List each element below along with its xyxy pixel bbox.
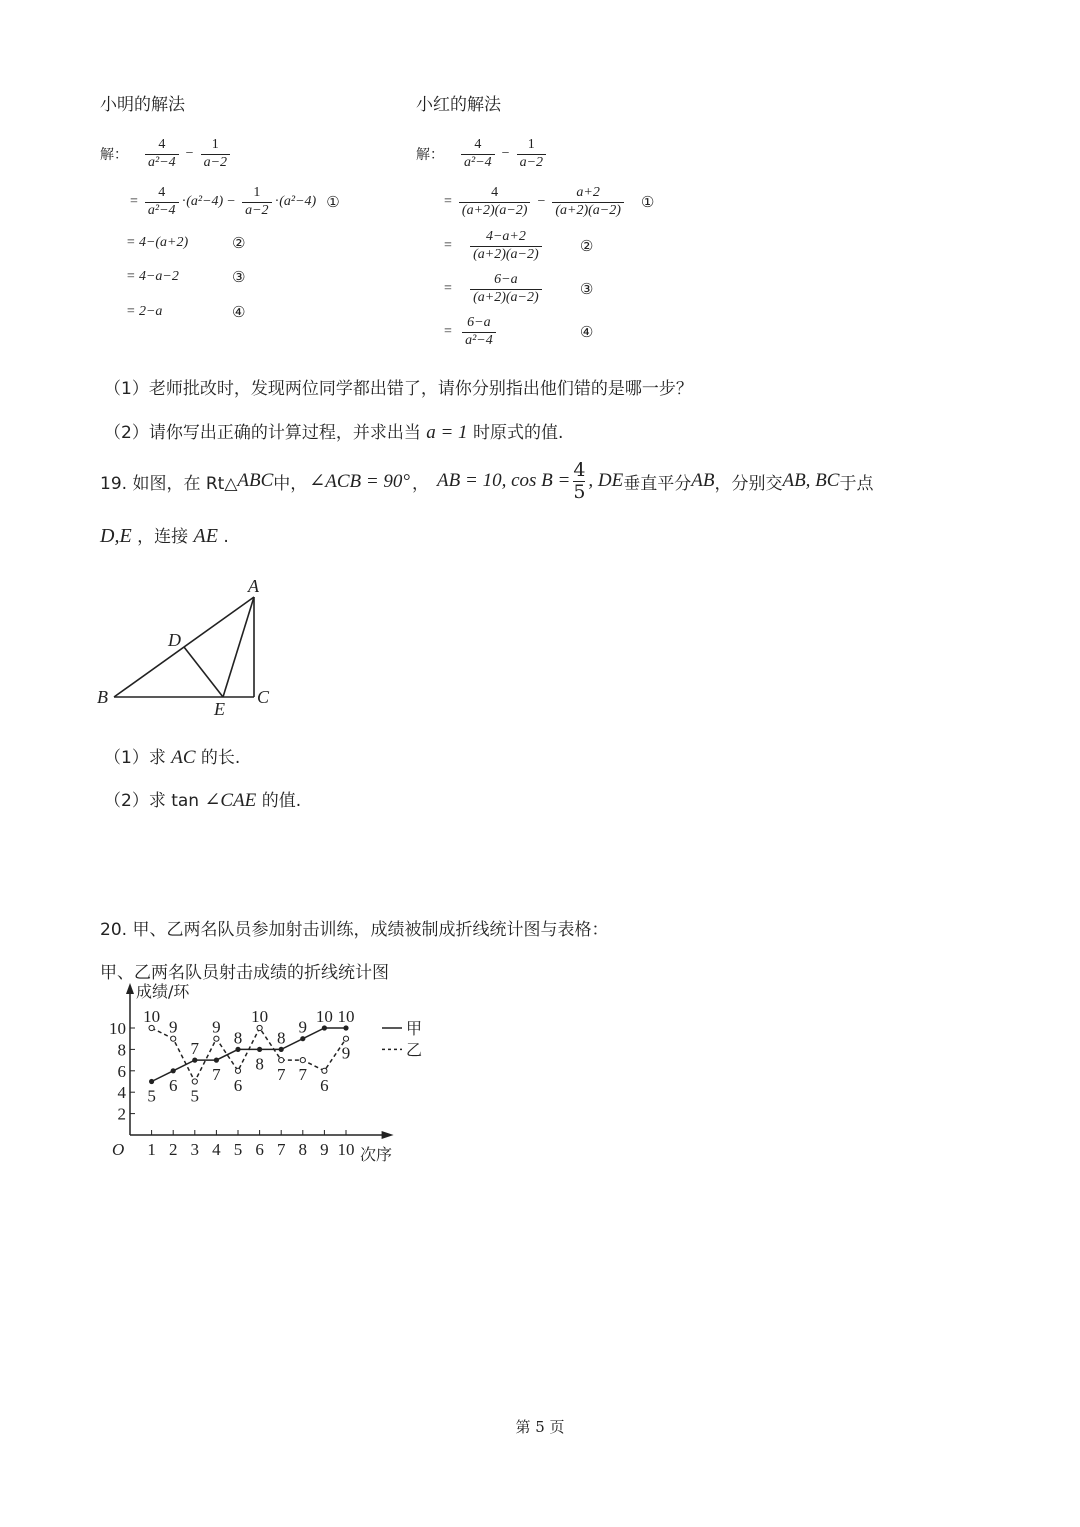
q19-part2: （2）求 tan ∠CAE 的值. [104, 790, 302, 811]
data-label-jia: 7 [190, 1039, 200, 1059]
data-label-jia: 8 [255, 1054, 264, 1074]
q19-stem-line2: D,E ，连接 AE . [100, 525, 229, 547]
data-label-yi: 9 [341, 1043, 351, 1063]
label-e: E [214, 699, 225, 719]
point-yi [192, 1079, 197, 1084]
x-tick-label: 6 [255, 1140, 264, 1159]
label-d: D [168, 630, 181, 650]
label-a: A [248, 576, 259, 596]
y-tick-label: 6 [117, 1061, 126, 1081]
q19-stem-line1: 19. 如图，在 Rt△ ABC 中， ∠ACB = 90° ， AB = 10, cos B = $\frac{4}{5}$ , DE 垂直平分 AB ，分别交 AB, BC 于点 [100, 458, 874, 503]
x-tick-label: 5 [233, 1140, 243, 1159]
segment-ae [223, 597, 254, 697]
xiaoming-step4: = 2−a ④ [126, 303, 246, 321]
x-tick-label: 8 [298, 1140, 308, 1159]
point-yi [257, 1025, 262, 1030]
q20-stem: 20. 甲、乙两名队员参加射击训练，成绩被制成折线统计图与表格： [100, 920, 609, 940]
xiaohong-step2: = $\frac{4-a+2}{(a+2)(a-2)}$ ② [444, 229, 594, 262]
y-tick-label: 4 [117, 1083, 126, 1103]
x-axis-label: 次序 [360, 1145, 393, 1164]
data-label-jia: 7 [212, 1065, 221, 1085]
xiaohong-step1: = $\frac{4}{(a+2)(a-2)}$ − $\frac{a+2}{(a+2)(a-2)}$ ① [444, 185, 655, 218]
xiaoming-title: 小明的解法 [100, 95, 185, 115]
data-label-yi: 9 [212, 1017, 221, 1037]
data-label-jia: 6 [168, 1075, 178, 1095]
q19-part1: （1）求 AC 的长. [104, 747, 241, 768]
xiaoming-step3: = 4−a−2 ③ [126, 268, 246, 286]
point-yi [214, 1036, 219, 1041]
point-jia [235, 1047, 240, 1052]
xiaohong-step4: = $\frac{6-a}{\text{a²−4}}$ ④ [444, 315, 594, 348]
point-yi [235, 1068, 240, 1073]
triangle-figure [90, 570, 290, 720]
legend-label-jia: 甲 [406, 1019, 423, 1038]
point-jia [257, 1047, 262, 1052]
x-tick-label: 4 [212, 1140, 221, 1159]
x-tick-label: 3 [190, 1140, 200, 1159]
data-label-jia: 5 [147, 1086, 156, 1106]
x-tick-label: 1 [147, 1140, 156, 1159]
x-tick-label: 2 [168, 1140, 178, 1159]
x-tick-label: 7 [276, 1140, 286, 1159]
point-yi [149, 1025, 154, 1030]
point-jia [214, 1058, 219, 1063]
data-label-yi: 7 [298, 1065, 308, 1085]
data-label-yi: 9 [168, 1017, 178, 1037]
point-jia [343, 1025, 348, 1030]
data-label-yi: 10 [143, 1007, 161, 1026]
x-tick-label: 9 [320, 1140, 329, 1159]
x-tick-label: 10 [337, 1140, 355, 1159]
y-axis-label: 成绩/环 [136, 982, 190, 1001]
data-label-jia: 10 [315, 1007, 333, 1026]
label-c: C [257, 687, 270, 707]
q18-part2: （2）请你写出正确的计算过程，并求出当 a = 1 时原式的值. [104, 422, 564, 443]
xiaoming-step1: = $\frac{4}{\text{a²−4}}$ · (a²−4) − $\frac{1}{a-2}$ · (a²−4) ① [130, 185, 340, 218]
point-yi [322, 1068, 327, 1073]
data-label-jia: 9 [298, 1017, 308, 1037]
point-yi [171, 1036, 176, 1041]
page-number: 第 5 页 [515, 1418, 565, 1436]
point-yi [343, 1036, 348, 1041]
point-jia [300, 1036, 305, 1041]
data-label-jia: 8 [233, 1028, 243, 1048]
data-label-jia: 8 [276, 1028, 286, 1048]
xiaoming-step2: = 4−(a+2) ② [126, 234, 246, 252]
y-tick-label: 8 [117, 1040, 126, 1060]
xiaohong-title: 小红的解法 [416, 95, 501, 115]
y-axis-arrow [126, 983, 134, 994]
xiaoming-step0: 解： $\frac{4}{\text{a²−4}}$ − $\frac{1}{a-2}$ [100, 138, 233, 170]
data-label-yi: 6 [233, 1075, 243, 1095]
data-label-jia: 10 [337, 1007, 355, 1026]
point-jia [149, 1079, 154, 1084]
series-line-yi [152, 1028, 346, 1085]
y-tick-label: 10 [109, 1019, 126, 1038]
line-chart [100, 980, 440, 1165]
data-label-yi: 5 [190, 1086, 200, 1106]
legend-label-yi: 乙 [406, 1040, 423, 1060]
data-label-yi: 7 [276, 1065, 286, 1085]
series-line-jia [152, 1028, 346, 1085]
chart-title: 甲、乙两名队员射击成绩的折线统计图 [100, 963, 389, 983]
point-yi [300, 1058, 305, 1063]
origin-label: O [112, 1140, 125, 1159]
point-jia [322, 1025, 327, 1030]
x-axis-arrow [382, 1131, 394, 1139]
data-label-yi: 10 [251, 1007, 269, 1026]
point-jia [279, 1047, 284, 1052]
y-tick-label: 2 [117, 1104, 126, 1124]
segment-de [184, 647, 223, 697]
data-label-yi: 6 [320, 1075, 329, 1095]
point-jia [192, 1058, 197, 1063]
xiaohong-step0: 解： $\frac{4}{\text{a²−4}}$ − $\frac{1}{a-2}$ [416, 138, 549, 170]
q18-part1: （1）老师批改时，发现两位同学都出错了，请你分别指出他们错的是哪一步？ [104, 379, 693, 399]
xiaohong-step3: = $\frac{6-a}{(a+2)(a-2)}$ ③ [444, 272, 594, 305]
point-jia [171, 1068, 176, 1073]
label-b: B [97, 687, 108, 707]
point-yi [279, 1058, 284, 1063]
